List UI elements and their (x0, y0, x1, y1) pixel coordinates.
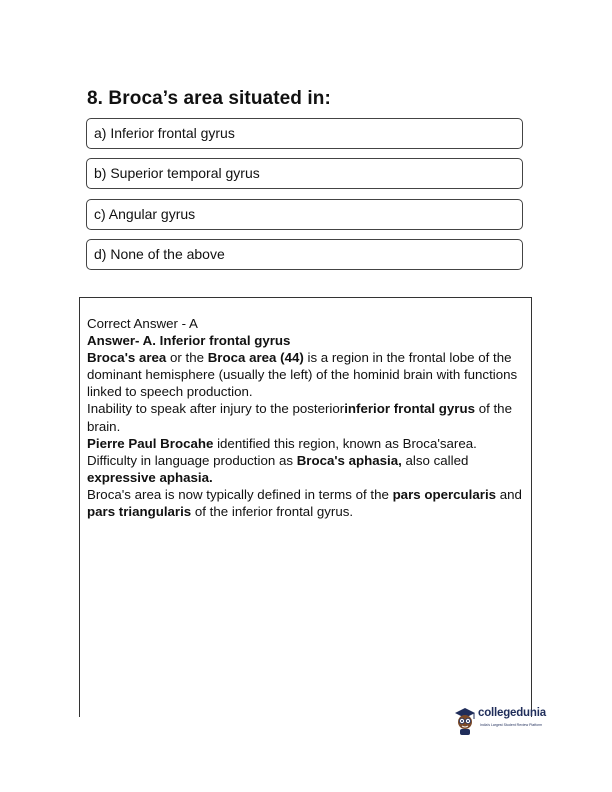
term-pierre-paul-broca: Pierre Paul Brocahe (87, 435, 214, 451)
term-brocas-area: Broca's area (87, 350, 167, 366)
text-span: Difficulty in language production as (87, 452, 297, 468)
text-span: Broca's area is now typically defined in terms of the (87, 486, 393, 502)
term-broca-area-44: Broca area (44) (207, 350, 304, 366)
explanation-paragraph-4 (87, 452, 529, 486)
explanation-paragraph-2 (87, 400, 529, 434)
text-span: of the inferior frontal gyrus. (191, 504, 354, 520)
term-pars-opercularis: pars opercularis (392, 486, 497, 502)
explanation-paragraph-5 (87, 486, 529, 520)
logo-tagline: India's Largest Student Review Platform (480, 723, 543, 727)
text-span: and (496, 486, 522, 502)
term-inferior-frontal-gyrus: inferior frontal gyrus (344, 401, 475, 417)
graduate-mascot-icon (453, 706, 477, 736)
text-span: of the brain. (87, 401, 512, 434)
logo-wordmark: collegedunia (478, 707, 546, 719)
option-b[interactable]: b) Superior temporal gyrus (86, 158, 523, 189)
option-c[interactable]: c) Angular gyrus (86, 199, 523, 230)
term-brocas-aphasia: Broca's aphasia, (296, 452, 402, 468)
term-expressive-aphasia: expressive aphasia. (87, 469, 213, 485)
text-span: identified this region, known as Broca'sarea. (213, 435, 477, 451)
explanation-paragraph-1 (87, 349, 529, 400)
answer-heading: Answer- A. Inferior frontal gyrus (87, 333, 291, 349)
text-span: also called (401, 452, 469, 468)
text-span: is a region in the frontal lobe of the dominant hemisphere (usually the left) of the hominid brain with functions linked to speech production. (87, 350, 518, 400)
correct-answer-line: Correct Answer - A (87, 316, 198, 331)
option-a[interactable]: a) Inferior frontal gyrus (86, 118, 523, 149)
answer-explanation (87, 315, 529, 520)
collegedunia-logo (453, 704, 563, 738)
question-title: 8. Broca’s area situated in: (87, 88, 331, 109)
option-d[interactable]: d) None of the above (86, 239, 523, 270)
text-span: Inability to speak after injury to the posterior (87, 401, 345, 417)
text-span: or the (166, 350, 208, 366)
term-pars-triangularis: pars triangularis (87, 504, 192, 520)
explanation-paragraph-3 (87, 435, 529, 452)
